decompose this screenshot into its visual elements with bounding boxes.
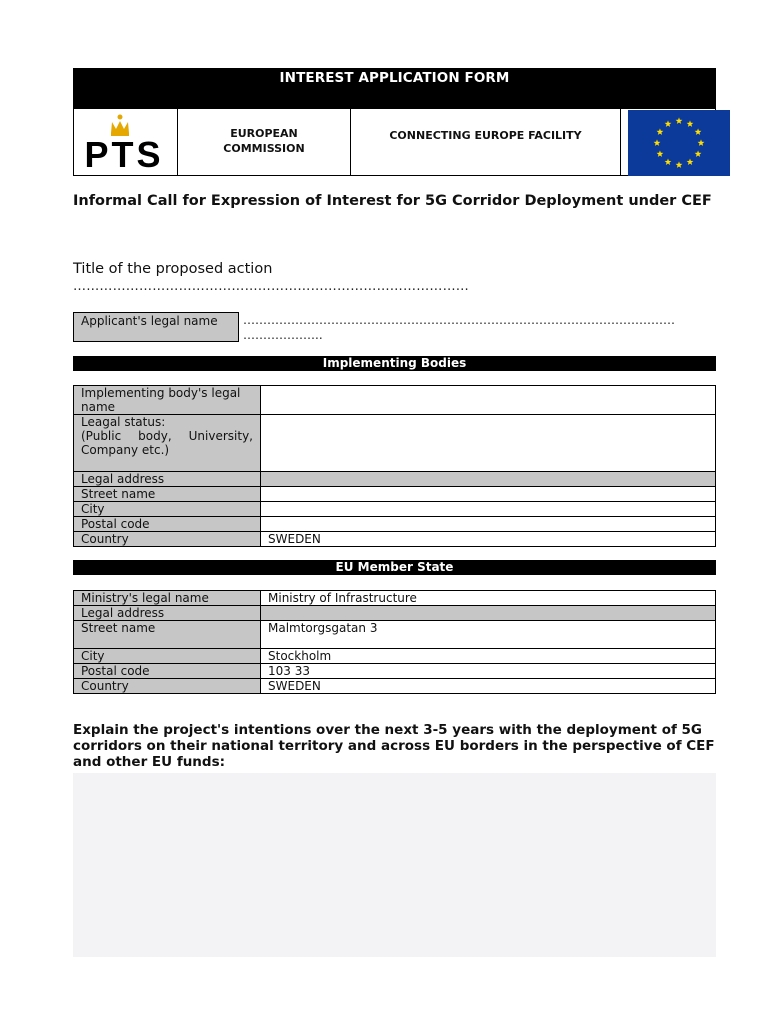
table-row <box>74 502 716 517</box>
ms-postal-code-input[interactable]: 103 33 <box>261 664 716 679</box>
legal-address-label: Legal address <box>74 472 261 487</box>
postal-code-label: Postal code <box>74 517 261 532</box>
eu-star-icon <box>665 158 672 165</box>
street-name-label: Street name <box>74 487 261 502</box>
ms-city-label: City <box>74 649 261 664</box>
table-row <box>74 386 716 415</box>
country-input[interactable]: SWEDEN <box>261 532 716 547</box>
member-state-table <box>73 590 716 694</box>
commission-line2: COMMISSION <box>223 142 305 155</box>
street-name-input[interactable] <box>261 487 716 502</box>
legal-status-hint: (Public body, University, Company etc.) <box>81 429 253 457</box>
ms-city-input[interactable]: Stockholm <box>261 649 716 664</box>
form-title: INTEREST APPLICATION FORM <box>279 70 510 86</box>
eu-star-icon <box>687 158 694 165</box>
commission-line1: EUROPEAN <box>230 127 298 141</box>
ms-street-name-input[interactable]: Malmtorgsgatan 3 <box>261 621 716 649</box>
facility-cell <box>351 109 621 175</box>
eu-star-icon <box>676 161 683 168</box>
eu-star-icon <box>676 117 683 124</box>
eu-star-icon <box>695 128 702 135</box>
ms-street-name-label: Street name <box>74 621 261 649</box>
header-row <box>73 109 716 176</box>
table-row <box>74 649 716 664</box>
table-row <box>74 532 716 547</box>
implementing-bodies-heading: Implementing Bodies <box>73 356 716 371</box>
implementing-legal-name-label: Implementing body's legal name <box>74 386 261 415</box>
eu-star-icon <box>657 128 664 135</box>
eu-stars <box>628 110 730 176</box>
table-row <box>74 415 716 472</box>
explain-prompt: Explain the project's intentions over the next 3-5 years with the deployment of 5G corridors on their national territory and across EU borders in the perspective of CEF and other EU funds: <box>73 722 715 770</box>
legal-status-title: Leagal status: <box>81 415 166 429</box>
pts-logo-text: PTS <box>84 134 164 175</box>
city-input[interactable] <box>261 502 716 517</box>
pts-logo <box>74 109 178 175</box>
explain-answer-field[interactable] <box>73 773 716 957</box>
applicant-name-label: Applicant's legal name <box>73 312 239 342</box>
table-row <box>74 664 716 679</box>
ms-country-input[interactable]: SWEDEN <box>261 679 716 694</box>
european-commission-cell <box>178 109 351 175</box>
legal-address-spacer <box>261 472 716 487</box>
applicant-name-field-continued[interactable]: ……………….. <box>243 328 323 342</box>
table-row <box>74 472 716 487</box>
eu-member-state-heading: EU Member State <box>73 560 716 575</box>
country-label: Country <box>74 532 261 547</box>
applicant-name-field[interactable]: ……………………………………………………………………………………………… <box>243 313 675 327</box>
ms-country-label: Country <box>74 679 261 694</box>
table-row <box>74 487 716 502</box>
implementing-legal-name-input[interactable] <box>261 386 716 415</box>
eu-star-icon <box>687 120 694 127</box>
eu-flag-icon <box>628 110 730 176</box>
proposed-action-field[interactable]: ……………………………………………………………………………… <box>73 279 469 294</box>
crown-icon <box>111 115 129 137</box>
table-row <box>74 621 716 649</box>
table-row <box>74 679 716 694</box>
pts-logo-cell <box>74 109 178 175</box>
ministry-name-label: Ministry's legal name <box>74 591 261 606</box>
eu-star-icon <box>698 139 705 146</box>
table-row <box>74 591 716 606</box>
table-row <box>74 606 716 621</box>
legal-status-label <box>74 415 261 472</box>
ms-legal-address-label: Legal address <box>74 606 261 621</box>
postal-code-input[interactable] <box>261 517 716 532</box>
eu-star-icon <box>657 150 664 157</box>
city-label: City <box>74 502 261 517</box>
eu-star-icon <box>665 120 672 127</box>
ms-postal-code-label: Postal code <box>74 664 261 679</box>
eu-star-icon <box>654 139 661 146</box>
eu-star-icon <box>695 150 702 157</box>
page-title: Informal Call for Expression of Interest for 5G Corridor Deployment under CEF <box>73 193 712 209</box>
ministry-name-input[interactable]: Ministry of Infrastructure <box>261 591 716 606</box>
facility-label: CONNECTING EUROPE FACILITY <box>389 129 582 142</box>
proposed-action-label: Title of the proposed action <box>73 261 273 277</box>
form-title-bar <box>73 68 716 109</box>
legal-status-input[interactable] <box>261 415 716 472</box>
table-row <box>74 517 716 532</box>
ms-legal-address-spacer <box>261 606 716 621</box>
implementing-bodies-table <box>73 385 716 547</box>
